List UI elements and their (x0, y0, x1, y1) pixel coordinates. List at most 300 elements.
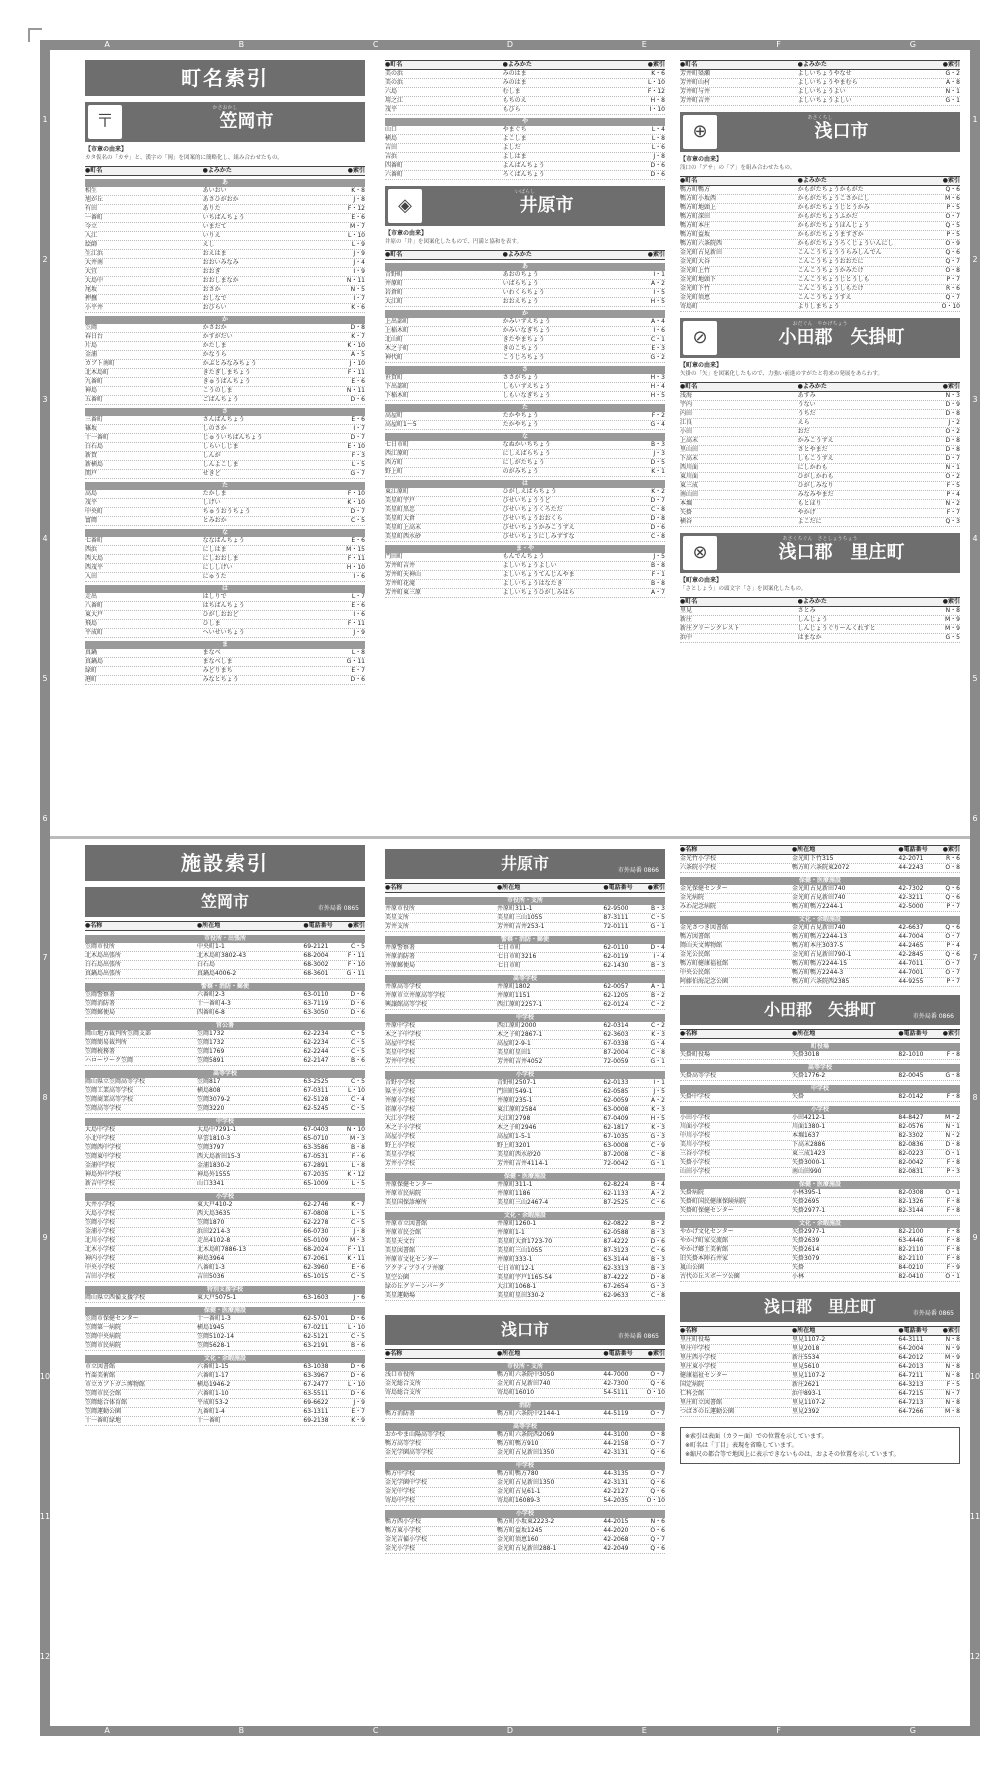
table-row (385, 1031, 665, 1040)
table-cell: 芳井町与井 (680, 88, 711, 95)
table-cell: F・8 (946, 1093, 960, 1100)
table-cell: 矢掛高等学校 (680, 1072, 717, 1079)
table-cell: Q・6 (650, 1380, 665, 1387)
table-cell: L・6 (651, 144, 665, 151)
header-cell: ●電話番号 (898, 1327, 928, 1334)
table-cell: 江良 (680, 419, 693, 426)
table-cell: 鴨方町六条院中3050 (497, 1371, 555, 1378)
table-cell: 63-0008 (603, 1142, 629, 1149)
category-heading: 文化・余暇施設 (385, 1212, 665, 1220)
table-cell: 中央公民館 (680, 969, 711, 976)
table-cell: おさか (202, 286, 221, 293)
table-cell: N・1 (945, 88, 960, 95)
table-cell: 中央小学校 (85, 1264, 116, 1271)
table-cell: O・1 (945, 1189, 960, 1196)
table-cell: 金光町占見61-1 (497, 1488, 541, 1495)
origin-heading: 【市章の由来】 (85, 146, 128, 153)
table-cell: E・3 (651, 345, 665, 352)
table-cell: 67-2061 (303, 1255, 329, 1262)
table-cell: B・8 (651, 562, 665, 569)
header-cell: ●所在地 (792, 1327, 816, 1334)
ruler-left (40, 50, 50, 1726)
table-cell: 芳井町吉井 (680, 97, 711, 104)
table-row (385, 106, 665, 115)
table-cell: 67-0403 (303, 1126, 329, 1133)
table-cell: たかやちょう (502, 412, 539, 419)
facility-city-name: 浅口郡 里庄町 (763, 1297, 876, 1316)
table-header (385, 250, 665, 260)
table-cell: 美星町西水砂 (385, 533, 422, 540)
table-cell: D・6 (650, 524, 665, 531)
table-cell: 64-7266 (898, 1408, 924, 1415)
table-header (680, 597, 960, 607)
table-row (85, 1171, 365, 1180)
city-ruby: おだぐん やかげちょう (792, 321, 848, 327)
table-row (680, 240, 960, 249)
table-cell: 星空公園 (385, 1274, 410, 1281)
table-row (85, 223, 365, 232)
table-cell: にしがたちょう (502, 459, 545, 466)
table-cell: 62-2244 (303, 1048, 329, 1055)
ruler-number: 4 (972, 534, 978, 544)
note-line: ※町名は「丁目」表現を省略しています。 (685, 1442, 798, 1449)
table-cell: 十一番町4-3 (197, 1000, 231, 1007)
table-cell: 金光学園高等学校 (385, 1449, 434, 1456)
table-row (85, 396, 365, 405)
table-cell: K・11 (347, 1255, 365, 1262)
table-cell: おおしまなか (202, 277, 239, 284)
table-row (385, 88, 665, 97)
table-cell: 十一番町 (197, 1417, 222, 1424)
table-cell: 63-4446 (898, 1237, 924, 1244)
city-name: 井原市 (519, 195, 574, 216)
table-row (85, 443, 365, 452)
ruler-number: 7 (42, 953, 48, 963)
table-cell: 鴨方中学校 (385, 1470, 416, 1477)
table-row (680, 1354, 960, 1363)
table-cell: びせいちょううど (502, 497, 551, 504)
table-row (85, 268, 365, 277)
table-cell: かもがたちょうじとうかみ (797, 204, 870, 211)
table-cell: たかやちょう (502, 421, 539, 428)
table-cell: 芳井町吉井 (385, 562, 416, 569)
table-cell: 金光学園中学校 (385, 1479, 428, 1486)
table-cell: P・5 (946, 204, 960, 211)
table-row (85, 360, 365, 369)
table-cell: 62-5121 (303, 1333, 329, 1340)
table-row (85, 517, 365, 526)
table-cell: 早雲1810-3 (197, 1135, 231, 1142)
table-row (385, 1049, 665, 1058)
table-cell: みなとちょう (202, 676, 239, 683)
table-cell: 67-2891 (303, 1162, 329, 1169)
table-cell: D・6 (650, 171, 665, 178)
table-cell: J・9 (353, 250, 365, 257)
table-row (85, 1105, 365, 1114)
table-cell: 飛島 (85, 620, 98, 627)
table-cell: 東江原町 (385, 488, 410, 495)
header-cell: ●索引 (942, 846, 960, 853)
facility-city-title (85, 887, 365, 917)
table-row (85, 232, 365, 241)
note-line: ※索引は表面（カラー面）での位置を示しています。 (685, 1433, 828, 1440)
table-cell: 新庄グリーンクレスト (680, 625, 740, 632)
table-cell: 金光町占見新田740 (792, 924, 846, 931)
table-row (385, 1256, 665, 1265)
table-cell: よしいちょうはなたき (502, 580, 563, 587)
table-cell: Q・6 (945, 249, 960, 256)
table-row (385, 97, 665, 106)
table-cell: E・6 (351, 537, 365, 544)
table-cell: 寄島町16010 (497, 1389, 535, 1396)
table-cell: しのさか (202, 425, 227, 432)
table-row (85, 1210, 365, 1219)
table-cell: 82-0831 (898, 1168, 924, 1175)
table-cell: 42-7300 (603, 1380, 629, 1387)
table-cell: 大井小学校 (85, 1201, 116, 1208)
table-cell: F・11 (347, 555, 365, 562)
table-cell: G・4 (650, 1040, 665, 1047)
table-cell: 金光総合支所 (385, 1380, 422, 1387)
table-row (385, 153, 665, 162)
header-cell: ●索引 (347, 167, 365, 174)
table-row (85, 1096, 365, 1105)
table-cell: O・1 (945, 1273, 960, 1280)
table-cell: B・6 (351, 1057, 365, 1064)
table-cell: 絵師 (85, 241, 98, 248)
table-cell: 芳井支所 (385, 923, 410, 930)
table-cell: みわ記念病院 (680, 903, 717, 910)
table-cell: 大島中 (85, 277, 104, 284)
table-cell: みのはま (502, 70, 527, 77)
table-cell: 笠岡運動公園 (85, 1408, 122, 1415)
table-cell: 木之子町 (385, 345, 410, 352)
table-row (680, 195, 960, 204)
table-cell: L・8 (351, 649, 365, 656)
table-cell: まなべ (202, 649, 221, 656)
table-cell: よしいちょうよしい (502, 562, 557, 569)
table-cell: 67-0808 (303, 1210, 329, 1217)
table-cell: 宇内 (680, 401, 693, 408)
table-row (680, 410, 960, 419)
table-cell: よこしま (502, 135, 527, 142)
table-cell: 笠岡小学校 (85, 1219, 116, 1226)
table-row (385, 336, 665, 345)
header-cell: ●索引 (647, 251, 665, 258)
table-cell: C・8 (650, 506, 665, 513)
table-row (85, 943, 365, 952)
table-cell: 西江原町 (385, 450, 410, 457)
table-cell: 63-2191 (303, 1342, 329, 1349)
table-cell: H・5 (650, 298, 665, 305)
table-cell: 金光町占見新田740 (792, 894, 846, 901)
table-row (85, 564, 365, 573)
table-row (85, 241, 365, 250)
table-cell: 井原町1-1 (497, 1229, 525, 1236)
table-cell: 寄島総合支所 (385, 1389, 422, 1396)
table-cell: 茂平 (85, 499, 98, 506)
table-cell: 小田4212-1 (792, 1114, 826, 1121)
table-row (385, 327, 665, 336)
table-cell: ハローワーク笠岡 (85, 1057, 134, 1064)
table-row (680, 1246, 960, 1255)
table-cell: 矢掛 (792, 1264, 805, 1271)
table-cell: 87-4222 (603, 1274, 629, 1281)
table-cell: 九番町 (85, 378, 104, 385)
table-row (385, 914, 665, 923)
table-cell: 金浦中学校 (85, 1162, 116, 1169)
table-cell: 矢掛中学校 (680, 1093, 711, 1100)
table-cell: しんじょう (797, 616, 828, 623)
table-cell: I・10 (649, 106, 665, 113)
table-cell: ひがしみなり (797, 482, 834, 489)
table-row (85, 1417, 365, 1426)
table-cell: 用之江 (385, 97, 404, 104)
table-cell: もちのえ (502, 97, 527, 104)
table-cell: 62-5128 (303, 1096, 329, 1103)
table-row (385, 506, 665, 515)
table-cell: D・6 (350, 1372, 365, 1379)
table-cell: 金光町地頭下 (680, 276, 717, 283)
table-cell: 西大島3635 (197, 1210, 231, 1217)
table-cell: C・5 (350, 943, 365, 950)
table-row (85, 1201, 365, 1210)
table-cell: 72-0042 (603, 1160, 629, 1167)
table-cell: かたしま (202, 342, 227, 349)
table-cell: C・2 (650, 1022, 665, 1029)
table-row (385, 1097, 665, 1106)
table-row (385, 280, 665, 289)
kana-heading: た (85, 482, 365, 490)
ruler-number: 11 (39, 1512, 51, 1522)
table-row (680, 267, 960, 276)
table-cell: I・9 (353, 268, 365, 275)
table-cell: K・2 (651, 488, 665, 495)
table-cell: K・6 (651, 70, 665, 77)
table-cell: 87-2525 (603, 1199, 629, 1206)
table-cell: D・6 (650, 1238, 665, 1245)
table-cell: 66-0730 (303, 1228, 329, 1235)
table-cell: C・8 (650, 1151, 665, 1158)
table-cell: 西江原町2257-1 (497, 1001, 543, 1008)
table-cell: H・8 (650, 97, 665, 104)
table-cell: E・10 (347, 443, 365, 450)
ruler-letter: C (372, 40, 379, 49)
table-cell: 中川小学校 (680, 1132, 711, 1139)
notes-box (680, 1427, 960, 1464)
city-title (385, 186, 665, 226)
table-cell: 美星町星田330-2 (497, 1292, 545, 1299)
table-cell: 42-6637 (898, 924, 924, 931)
header-cell: ●名称 (680, 1030, 698, 1037)
table-cell: 四番町 (385, 162, 404, 169)
table-cell: 芳井町吉井4052 (497, 1058, 543, 1065)
table-row (385, 412, 665, 421)
table-row (680, 204, 960, 213)
ruler-letter: B (238, 40, 245, 49)
table-cell: 荏原小学校 (385, 1106, 416, 1113)
table-cell: 笠岡3220 (197, 1105, 225, 1112)
table-cell: J・8 (653, 153, 665, 160)
ruler-number: 1 (42, 115, 48, 125)
kana-heading: は (385, 480, 665, 488)
table-row (385, 944, 665, 953)
table-cell: 押撫 (85, 295, 98, 302)
table-cell: B・2 (651, 1220, 665, 1227)
table-cell: 62-1430 (603, 962, 629, 969)
table-cell: あすみ (797, 392, 816, 399)
table-row (385, 392, 665, 401)
table-cell: 芳井町吉井4114-1 (497, 1160, 549, 1167)
ruler-letter: D (506, 1726, 514, 1735)
ruler-letter: C (372, 1726, 379, 1735)
table-cell: N・8 (945, 1336, 960, 1343)
table-cell: 64-2013 (898, 1363, 924, 1370)
table-cell: 一番町 (85, 214, 104, 221)
table-cell: 金浦小学校 (85, 1228, 116, 1235)
table-row (385, 1389, 665, 1398)
table-row (385, 345, 665, 354)
ruler-number: 11 (969, 1512, 981, 1522)
table-row (385, 135, 665, 144)
table-cell: 南山田 (680, 491, 699, 498)
table-cell: 87-4222 (603, 1238, 629, 1245)
table-cell: 62-1205 (603, 992, 629, 999)
table-row (85, 970, 365, 979)
table-cell: M・9 (944, 616, 960, 623)
ruler-number: 2 (972, 255, 978, 264)
category-heading: 消防 (385, 1402, 665, 1410)
table-header (680, 1029, 960, 1039)
table-cell: D・6 (350, 991, 365, 998)
table-cell: 72-0111 (603, 923, 629, 930)
table-cell: 笠岡3797 (197, 1144, 225, 1151)
table-cell: 44-7000 (603, 1371, 629, 1378)
table-cell: K・8 (351, 187, 365, 194)
table-cell: F・5 (946, 482, 960, 489)
table-cell: 白石島出張所 (85, 961, 122, 968)
table-cell: N・8 (945, 607, 960, 614)
table-row (85, 1408, 365, 1417)
table-cell: きゅうばんちょう (202, 378, 251, 385)
table-cell: M・2 (944, 1114, 960, 1121)
table-cell: 美の浜 (385, 70, 404, 77)
table-cell: J・4 (353, 259, 365, 266)
table-cell: 新庄2621 (792, 1381, 820, 1388)
table-cell: 金光町占見新田288-1 (497, 1545, 557, 1552)
table-cell: 横島1945 (197, 1324, 225, 1331)
table-cell: 木之子町2946 (497, 1124, 537, 1131)
table-cell: Q・6 (650, 1479, 665, 1486)
table-cell: 金光町須恵160 (497, 1536, 539, 1543)
table-cell: のがみちょう (502, 468, 539, 475)
table-cell: 63-5511 (303, 1390, 329, 1397)
table-cell: 64-3111 (898, 1336, 924, 1343)
table-cell: 八番町 (85, 602, 104, 609)
table-row (85, 602, 365, 611)
table-cell: 82-0308 (898, 1189, 924, 1196)
table-cell: H・5 (650, 392, 665, 399)
table-row (385, 271, 665, 280)
table-cell: 青野町2507-1 (497, 1079, 537, 1086)
table-cell: 野上町 (385, 468, 404, 475)
table-cell: L・10 (348, 232, 365, 239)
table-cell: 鴨方町鴨方 (680, 186, 711, 193)
table-cell: F・8 (946, 1159, 960, 1166)
table-cell: G・11 (346, 970, 365, 977)
table-cell: 野上小学校 (385, 1142, 416, 1149)
table-cell: 北木島出張所 (85, 952, 122, 959)
table-row (85, 620, 365, 629)
category-heading: 文化・余暇施設 (680, 1220, 960, 1228)
table-cell: K・3 (651, 1124, 665, 1131)
table-row (680, 1114, 960, 1123)
table-cell: 金光町占見新田 (680, 249, 723, 256)
table-cell: 真鍋島4006-2 (197, 970, 237, 977)
table-cell: 木之子小学校 (385, 1124, 422, 1131)
table-cell: 鴨方町鴨方2244-15 (792, 960, 848, 967)
table-cell: 下高末2886 (792, 1141, 826, 1148)
table-cell: M・8 (944, 1408, 960, 1415)
table-row (385, 1449, 665, 1458)
table-cell: 鴨方町六条院西2385 (792, 978, 850, 985)
table-cell: 65-1015 (303, 1273, 329, 1280)
table-row (85, 1363, 365, 1372)
table-row (680, 186, 960, 195)
table-cell: 港町 (85, 676, 98, 683)
table-row (385, 1440, 665, 1449)
table-header (680, 382, 960, 392)
table-cell: 真鍋島 (85, 658, 104, 665)
table-cell: 市立カブトガニ博物館 (85, 1381, 145, 1388)
table-row (385, 1371, 665, 1380)
table-cell: O・7 (650, 1410, 665, 1417)
table-cell: 井原町1186 (497, 1190, 531, 1197)
table-cell: B・3 (651, 905, 665, 912)
table-cell: A・2 (651, 280, 665, 287)
table-cell: 金光中学校 (385, 1488, 416, 1495)
table-cell: 鴨方西小学校 (385, 1518, 422, 1525)
table-cell: N・5 (350, 286, 365, 293)
table-row (85, 555, 365, 564)
header-cell: ●電話番号 (898, 846, 928, 853)
ruler-number: 4 (42, 534, 48, 544)
table-cell: 中央町 (85, 508, 104, 515)
table-cell: 井原中学校 (385, 1022, 416, 1029)
table-cell: アクティブライフ井原 (385, 1265, 444, 1272)
table-cell: 62-0124 (603, 1001, 629, 1008)
origin-text: 浅口の「アサ」の「ア」を組み合わせたもの。 (680, 165, 796, 171)
table-cell: 82-3144 (898, 1207, 924, 1214)
city-ruby: かさおかし (212, 105, 238, 111)
table-cell: O・7 (650, 1440, 665, 1447)
table-cell: L・5 (351, 1180, 365, 1187)
table-row (680, 1237, 960, 1246)
table-cell: いちばんちょう (202, 214, 245, 221)
table-cell: こんこうちょうすえ (797, 294, 852, 301)
emblem-icon: ⊕ (683, 115, 717, 149)
facility-ibara-section (385, 849, 665, 1301)
table-cell: 美星町宇戸 (385, 497, 416, 504)
table-cell: H・5 (650, 1115, 665, 1122)
table-cell: 川面小学校 (680, 1123, 711, 1130)
table-cell: 63-3050 (303, 1009, 329, 1016)
table-cell: 山口3341 (197, 1180, 225, 1187)
table-cell: P・5 (946, 231, 960, 238)
table-cell: B・2 (651, 992, 665, 999)
table-cell: 72-0059 (603, 1058, 629, 1065)
ruler-top (40, 40, 980, 50)
